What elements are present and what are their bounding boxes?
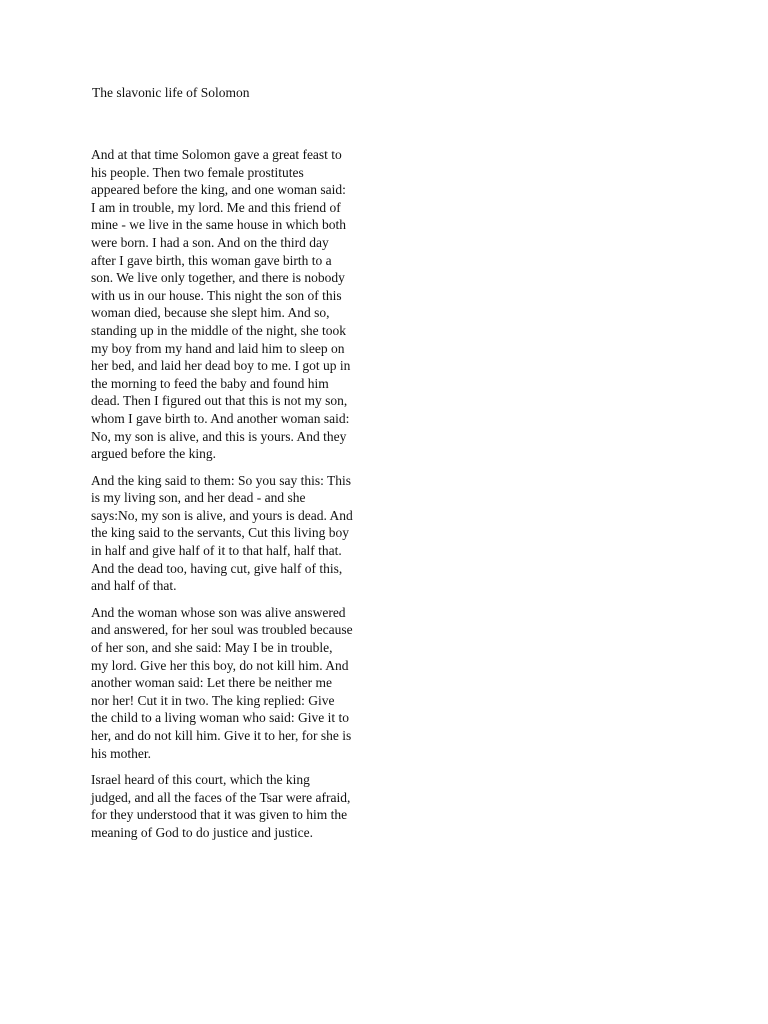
document-title: The slavonic life of Solomon	[92, 85, 250, 100]
document-body	[91, 146, 353, 851]
paragraph-2: And the king said to them: So you say this: This is my living son, and her dead - and she says:No, my son is alive, and yours is dead. And the king said to the servants, Cut this living boy in half and give half of it to that half, half that. And the dead too, having cut, give half of this, and half of that.	[91, 472, 353, 594]
paragraph-1: And at that time Solomon gave a great feast to his people. Then two female prostitutes appeared before the king, and one woman said: I am in trouble, my lord. Me and this friend of mine - we live in the same house in which both were born. I had a son. And on the third day after I gave birth, this woman gave birth to a son. We live only together, and there is nobody with us in our house. This night the son of this woman died, because she slept him. And so, standing up in the middle of the night, she took my boy from my hand and laid him to sleep on her bed, and laid her dead boy to me. I got up in the morning to feed the baby and found him dead. Then I figured out that this is not my son, whom I gave birth to. And another woman said: No, my son is alive, and this is yours. And they argued before the king.	[91, 147, 351, 462]
paragraph-4: Israel heard of this court, which the king judged, and all the faces of the Tsar were afraid, for they understood that it was given to him the meaning of God to do justice and justice.	[91, 772, 351, 840]
paragraph-3: And the woman whose son was alive answered and answered, for her soul was troubled because of her son, and she said: May I be in trouble, my lord. Give her this boy, do not kill him. And another woman said: Let there be neither me nor her! Cut it in two. The king replied: Give the child to a living woman who said: Give it to her, and do not kill him. Give it to her, for she is his mother.	[91, 604, 353, 761]
